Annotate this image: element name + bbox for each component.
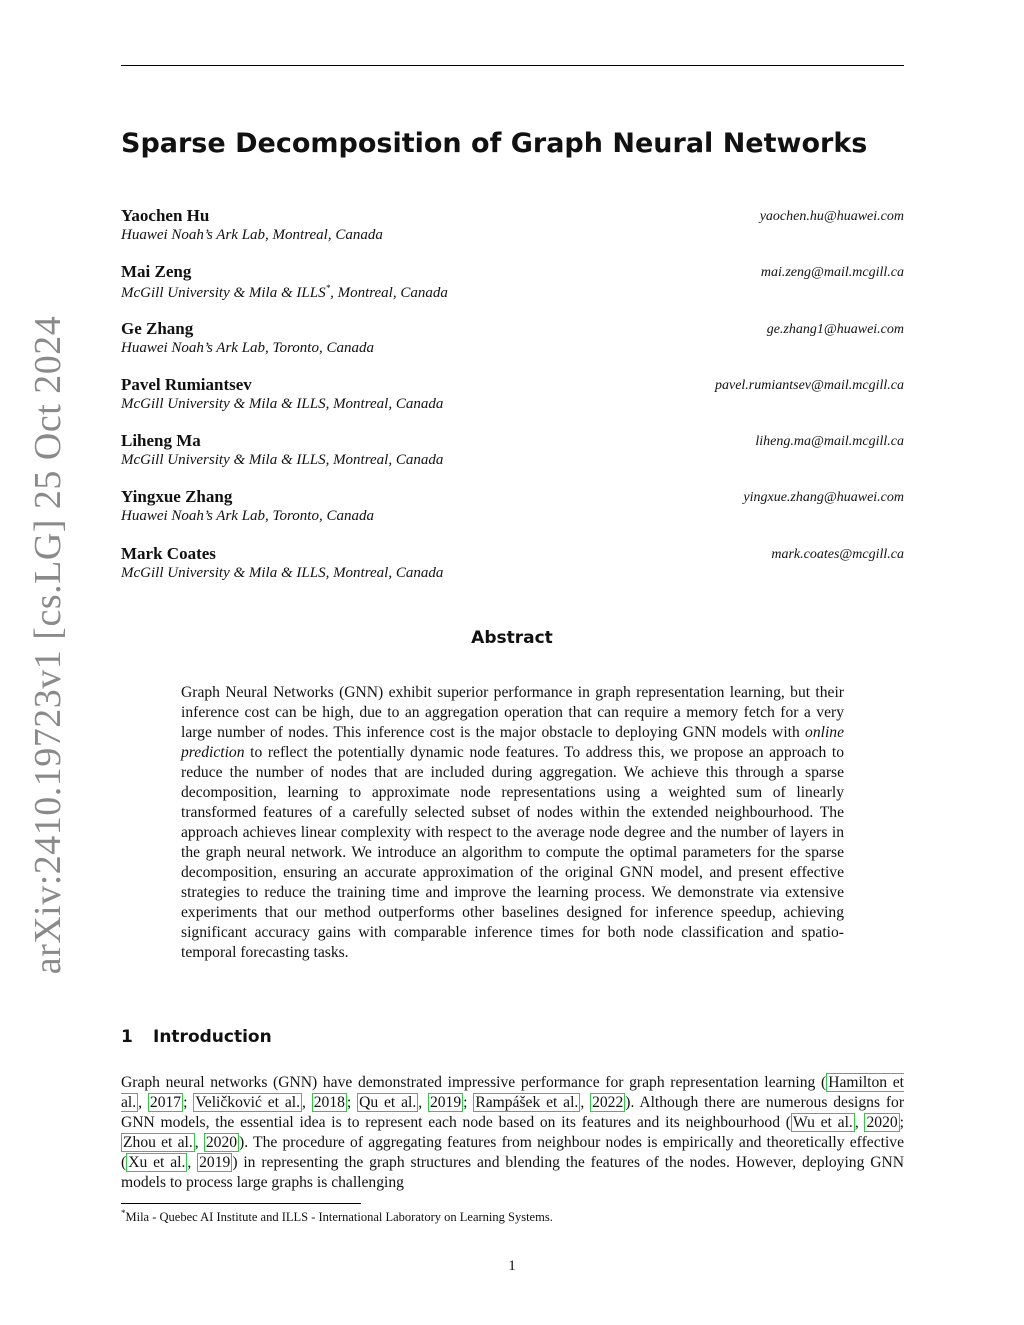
author-email[interactable]: mai.zeng@mail.mcgill.ca [760,265,904,281]
author-entry [121,544,904,600]
author-affiliation [121,283,448,302]
intro-text: ) in representing the graph structures and blending the features of the nodes. However, deploying GNN models to process large graphs is challenging [121,1154,904,1191]
footnote-text: Mila - Quebec AI Institute and ILLS - International Laboratory on Learning Systems. [125,1210,553,1225]
citation-sep: ; [463,1094,474,1111]
author-email[interactable]: mark.coates@mcgill.ca [771,546,904,562]
citation-sep: , [418,1094,428,1111]
section-heading [121,1027,272,1047]
author-name: Mark Coates [121,543,216,563]
author-email[interactable]: yingxue.zhang@huawei.com [743,490,904,506]
intro-body [121,1073,904,1193]
author-entry [121,206,904,262]
author-email[interactable]: ge.zhang1@huawei.com [766,321,904,337]
author-affiliation: Huawei Noah’s Ark Lab, Toronto, Canada [121,339,374,356]
citation-link[interactable]: Hamilton et al. [121,1074,904,1111]
citation-link[interactable]: Veličković et al. [195,1094,300,1111]
author-affiliation: Huawei Noah’s Ark Lab, Toronto, Canada [121,508,374,525]
citation-sep: , [854,1114,865,1131]
citation-sep: , [580,1094,591,1111]
author-email[interactable]: pavel.rumiantsev@mail.mcgill.ca [714,377,904,393]
citation-sep: , [187,1154,198,1171]
arxiv-identifier[interactable]: arXiv:2410.19723v1 [cs.LG] 25 Oct 2024 [27,315,69,975]
author-affiliation: Huawei Noah’s Ark Lab, Montreal, Canada [121,227,383,243]
citation-sep: ; [183,1094,194,1111]
author-name: Mai Zeng [121,262,192,282]
citation-link[interactable]: Wu et al. [792,1114,853,1131]
footnote-mark: * [121,1208,126,1218]
abstract-text: to reflect the potentially dynamic node features. To address this, we propose an approach to reduce the number of nodes that are included during aggregation. We achieve this through a sparse decomposition, learning to approximate node representations using a weighted sum of linearly transformed features of a carefully selected subset of nodes within the extended neighbourhood. The approach achieves linear complexity with respect to the average node degree and the number of layers in the graph neural network. We introduce an algorithm to compute the optimal parameters for the sparse decomposition, ensuring an accurate approximation of the original GNN model, and present effective strategies to reduce the training time and improve the learning process. We demonstrate via extensive experiments that our method outperforms other baselines designed for inference speedup, achieving significant accuracy gains with comparable inference times for both node classification and spatio-temporal forecasting tasks. [181,744,844,961]
section-title: Introduction [153,1027,272,1047]
author-name: Ge Zhang [121,318,194,338]
author-affiliation: McGill University & Mila & ILLS, Montreal, Canada [121,564,444,581]
author-entry [121,262,904,318]
affiliation-text: McGill University & Mila & ILLS [121,285,326,302]
footnote-rule [121,1203,361,1204]
author-name: Yingxue Zhang [121,487,233,507]
footnote [121,1208,553,1225]
abstract-body [181,683,844,963]
citation-sep: , [138,1094,148,1111]
footnote-marker[interactable]: * [325,283,331,294]
author-entry [121,431,904,487]
citation-year-link[interactable]: 2022 [592,1094,624,1111]
affiliation-text: , Montreal, Canada [330,285,448,302]
intro-text: ). Although there are numerous designs for GNN models, the essential idea is to represent each node based on its features and its neighbourhood ( [121,1094,905,1131]
citation-year-link[interactable]: 2020 [866,1114,898,1131]
author-name: Pavel Rumiantsev [121,374,252,394]
abstract-emphasis: online prediction [181,724,844,761]
citation-sep: , [194,1134,204,1151]
author-email[interactable]: liheng.ma@mail.mcgill.ca [755,434,904,450]
page-number: 1 [508,1258,516,1274]
citation-link[interactable]: Qu et al. [359,1094,417,1111]
author-entry [121,375,904,431]
author-affiliation: McGill University & Mila & ILLS, Montreal, Canada [121,452,444,469]
citation-year-link[interactable]: 2020 [205,1134,238,1151]
author-entry [121,319,904,375]
citation-sep: ; [346,1094,358,1111]
paper-title: Sparse Decomposition of Graph Neural Networks [121,128,868,159]
author-name: Yaochen Hu [121,206,210,225]
header-rule [121,65,904,66]
citation-year-link[interactable]: 2019 [199,1154,231,1171]
citation-year-link[interactable]: 2018 [313,1094,345,1111]
author-affiliation: McGill University & Mila & ILLS, Montreal, Canada [121,395,444,412]
section-number: 1 [121,1027,133,1047]
citation-sep: , [302,1094,312,1111]
abstract-heading: Abstract [471,628,553,648]
citation-year-link[interactable]: 2019 [429,1094,462,1111]
abstract-text: Graph Neural Networks (GNN) exhibit superior performance in graph representation learning, but their inference cost can be high, due to an aggregation operation that can require a memory fetch for a very large number of nodes. This inference cost is the major obstacle to deploying GNN models with [181,684,844,741]
citation-year-link[interactable]: 2017 [149,1094,182,1111]
intro-text: Graph neural networks (GNN) have demonstrated impressive performance for graph representation learning ( [121,1074,827,1091]
author-list [121,206,904,600]
intro-text: ). The procedure of aggregating features from neighbour nodes is empirically and theoretically effective ( [121,1134,905,1171]
citation-link[interactable]: Xu et al. [128,1154,186,1171]
author-email[interactable]: yaochen.hu@huawei.com [759,209,904,224]
intro-paragraph [121,1073,904,1193]
citation-link[interactable]: Rampášek et al. [475,1094,579,1111]
citation-sep: ; [899,1114,905,1131]
abstract-paragraph [181,683,844,963]
author-entry [121,487,904,543]
author-name: Liheng Ma [121,431,201,451]
citation-link[interactable]: Zhou et al. [123,1134,193,1151]
